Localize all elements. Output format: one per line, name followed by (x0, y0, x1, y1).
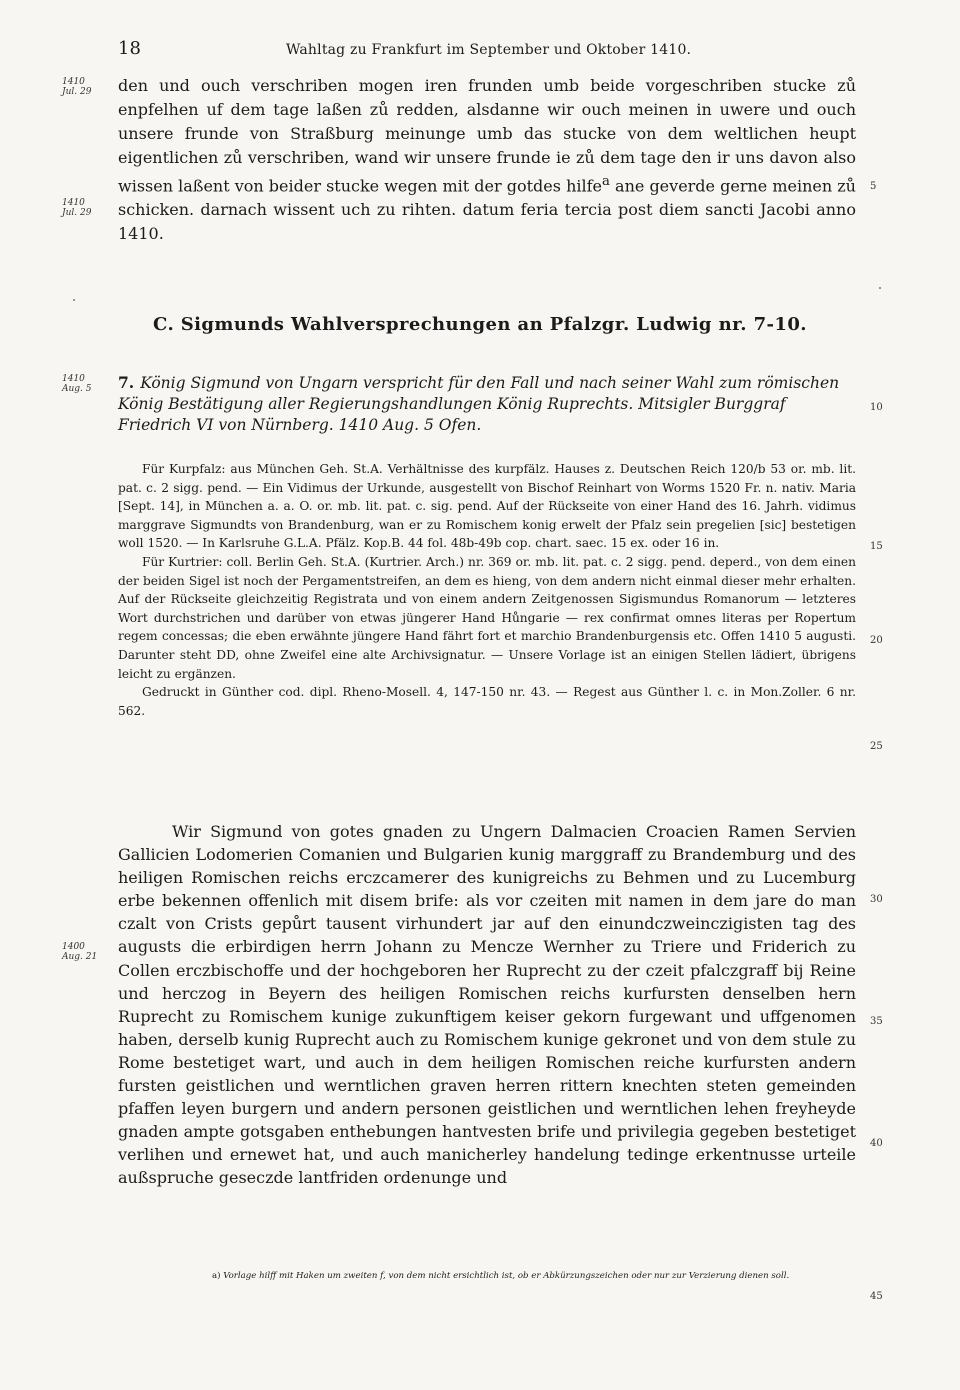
opening-text-continued: ane geverde gerne meinen zů schicken. darnach wissent uch zu rihten. (118, 176, 856, 220)
page-header (118, 38, 848, 62)
line-number: 35 (870, 1016, 883, 1027)
note-paragraph: Für Kurpfalz: aus München Geh. St.A. Verhältnisse des kurpfälz. Hauses z. Deutschen Reich 120/b 53 or. mb. lit. pat. c. 2 sigg. pend. — Ein Vidimus der Urkunde, ausgestellt von Bischof Reinhart von Worms 1520 Fr. n. nativ. Maria [Sept. 14], in München a. a. O. or. mb. lit. pat. c. sig. pend. Auf der Rückseite von einer Hand des 16. Jahrh. vidimus marggrave Sigmundts von Brandenburg, wan er zu Romischem konig erwelt der Pfalz sein pregelien [sic] bestetigen woll 1520. — In Karlsruhe G.L.A. Pfälz. Kop.B. 44 fol. 48b-49b cop. chart. saec. 15 ex. oder 16 in. (118, 462, 856, 551)
line-number: 20 (870, 635, 883, 646)
margin-date-day: Jul. 29 (62, 208, 92, 218)
margin-date-year: 1410 (62, 77, 85, 87)
line-number: 45 (870, 1291, 883, 1302)
margin-date-day: Jul. 29 (62, 87, 92, 97)
margin-date-year: 1400 (62, 942, 85, 952)
line-number: 30 (870, 894, 883, 905)
line-number: 15 (870, 541, 883, 552)
footnote-text: Vorlage hilff mit Haken um zweiten f, von dem nicht ersichtlich ist, ob er Abkürzungszeichen oder nur zur Verzierung dienen soll. (223, 1271, 790, 1281)
charter-text (118, 820, 856, 1190)
editorial-notes (118, 460, 856, 720)
footnote (212, 1270, 852, 1282)
document-number: 7. (118, 373, 135, 392)
document-summary: König Sigmund von Ungarn verspricht für den Fall und nach seiner Wahl zum römischen König Bestätigung aller Regierungshandlungen König Ruprechts. Mitsigler Burggraf Friedrich VI von Nürnberg. 1410 Aug. 5 Ofen. (118, 374, 840, 434)
running-title: Wahltag zu Frankfurt im September und Oktober 1410. (286, 42, 692, 58)
charter-paragraph: Wir Sigmund von gotes gnaden zu Ungern Dalmacien Croacien Ramen Servien Gallicien Lodomerien Comanien und Bulgarien kunig marggraff zu Brandemburg und des heiligen Romischen reichs erczcamerer des kunigreichs zu Behmen und zu Lucemburg erbe bekennen offenlich mit disem brife: als vor czeiten mit namen in dem jare do man czalt von Crists gepůrt tausent virhundert jar auf den einundczweinczigisten tag des augusts die erbirdigen herrn Johann zu Mencze Wernher zu Triere und Friderich zu Collen erczbischoffe und der hochgeboren her Ruprecht zu der czeit pfalczgraff bij Reine und herczog in Beyern des heiligen Romischen reichs kurfursten denselben hern Ruprecht zu Romischem kunige zukunftigem keiser gekorn furgewant und uffgenomen haben, derselb kunig Ruprecht auch zu Romischem kunige gekronet und von dem stule zu Rome bestetiget wart, und auch in dem heiligen Romischen reiche kurfursten andern fursten geistlichen und werntlichen graven herren rittern knechten steten gemeinden pfaffen leyen burgern und andern personen geistlichen und werntlichen lehen freyheyde gnaden ampte gotsgaben enthebungen hantvesten brife und privilegia gegeben bestetiget verlihen und ernewet hat, und auch manicherley handelung tedinge erkentnusse urteile außspruche geseczde lantfriden ordenunge und (118, 822, 856, 1188)
note-paragraph: Gedruckt in Günther cod. dipl. Rheno-Mosell. 4, 147-150 nr. 43. — Regest aus Günther l. c. in Mon.Zoller. 6 nr. 562. (118, 685, 856, 718)
opening-text-body: den und ouch verschriben mogen iren frunden umb beide vorgeschriben stucke zů enpfelhen uf dem tage laßen zů redden, alsdanne wir ouch meinen in uwere und ouch unsere frunde von Straßburg meinunge umb das stucke von dem weltlichen heupt eigentlichen zů verschriben, wand wir unsere frunde ie zů dem tage den ir uns davon also wissen laßent von beider stucke wegen mit der gotdes hilfe (118, 76, 856, 196)
speck-mark (73, 299, 75, 301)
opening-dating: datum feria tercia post diem sancti Jacobi anno 1410. (118, 200, 856, 244)
opening-text (118, 74, 856, 246)
line-number: 25 (870, 741, 883, 752)
note-paragraph: Für Kurtrier: coll. Berlin Geh. St.A. (Kurtrier. Arch.) nr. 369 or. mb. lit. pat. c. 2 sigg. pend. deperd., von dem einen der beiden Sigel ist noch der Pergamentstreifen, an dem es hieng, von dem andern nicht einmal dieser mehr erhalten. Auf der Rückseite gleichzeitig Registrata und von einem andern Zeitgenossen Sigismundus Romanorum — letzteres Wort durchstrichen und darüber von etwas jüngerer Hand Hůngarie — rex confirmat omnes literas per Ropertum regem concessas; die eben erwähnte jüngere Hand fährt fort et marchio Brandenburgensis etc. Offen 1410 5 augusti. Darunter steht DD, ohne Zweifel eine alte Archivsignatur. — Unsere Vorlage ist an einigen Stellen lädiert, übrigens leicht zu ergänzen. (118, 554, 856, 681)
margin-date (62, 198, 91, 218)
footnote-mark: a) (212, 1271, 221, 1281)
opening-paragraph (118, 74, 856, 246)
line-number: 10 (870, 402, 883, 413)
section-title: C. Sigmunds Wahlversprechungen an Pfalzgr. Ludwig nr. 7-10. (153, 314, 807, 335)
speck-mark (879, 287, 881, 289)
line-number: 5 (870, 181, 877, 192)
footnote-reference: a (602, 174, 610, 189)
margin-date-year: 1410 (62, 374, 85, 384)
margin-date (62, 942, 97, 962)
margin-date-day: Aug. 5 (62, 384, 92, 394)
margin-date (62, 77, 91, 97)
line-number: 40 (870, 1138, 883, 1149)
margin-date (62, 374, 92, 394)
margin-date-day: Aug. 21 (62, 952, 98, 962)
page-number: 18 (118, 38, 141, 59)
margin-date-year: 1410 (62, 198, 85, 208)
document-heading (118, 372, 858, 436)
